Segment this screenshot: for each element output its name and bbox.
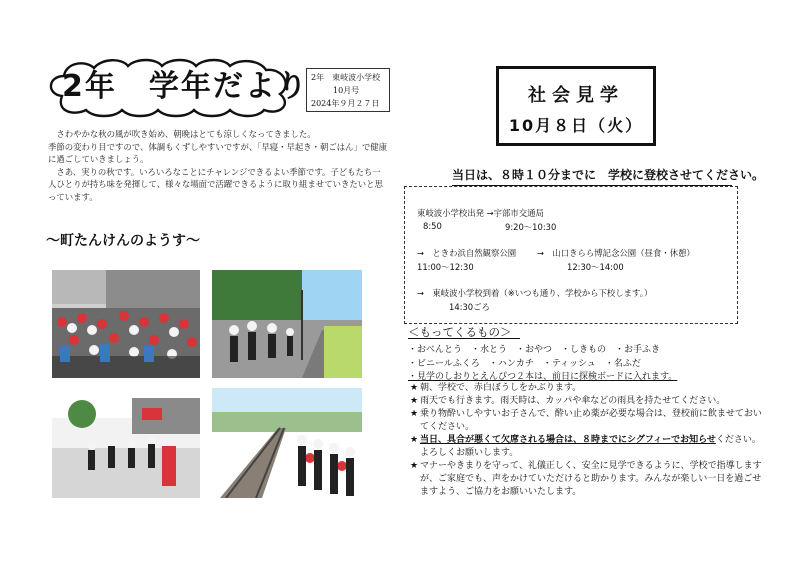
note-item [410,460,762,498]
schedule-box [404,186,738,324]
note-text: 朝、学校で、赤白ぼうしをかぶります。 [420,383,582,393]
note-item [410,395,762,408]
star-icon: ★ [410,435,419,445]
info-date: 2024年９月２７日 [311,99,380,108]
note-text-rest: ください。よろしくお願いします。 [420,435,761,458]
schedule-time: 12:30～14:00 [567,262,624,272]
intro-paragraph: 季節の変わり目ですので、体調もくずしやすいですが、「早寝・早起き・朝ごはん」で健康に過ごしていきましょう。 [48,141,388,165]
star-icon: ★ [410,396,419,406]
issue-info-box [306,68,390,112]
arrival-notice: 当日は、８時１０分までに 学校に登校させてください。 [452,166,732,186]
schedule-line: → 山口きらら博記念公園（昼食・休憩） [537,248,695,258]
note-text: 乗り物酔いしやすいお子さんで、酔い止め薬が必要な場合は、登校前に飲ませておいてください。 [420,409,762,432]
note-text: 雨天でも行きます。雨天時は、カッパや傘などの雨具を持たせてください。 [420,396,726,406]
schedule-time: 14:30ごろ [449,302,490,312]
photo-walking-road [212,270,362,378]
schedule-line: 東岐波小学校出発 →宇部市交通局 [417,208,544,218]
intro-paragraph: さあ、実りの秋です。いろいろなことにチャレンジできるよい季節です。子どもたち一人ひとりが持ち味を発揮して、様々な場面で活躍できるように取り組ませていきたいと思っています。 [48,166,383,202]
note-item [410,408,762,434]
schedule-line: → ときわ浜自然観察公園 [417,248,517,258]
items-heading-underline [408,338,520,339]
event-title: 社会見学 [528,85,624,106]
event-date: 10月８日（火） [508,116,644,135]
note-item [410,382,762,395]
star-icon: ★ [410,383,419,393]
schedule-line: → 東岐波小学校到着（※いつも通り、学校から下校します。） [417,288,653,298]
info-issue: 10月号 [333,86,360,95]
absence-notice: 当日、具合が悪くて欠席される場合は、８時までにシグフィーでお知らせ [420,435,716,445]
newsletter-title: 2年 学年だより [62,69,309,104]
items-row: ・見学のしおりとえんぴつ２本は、前日に探検ボードに入れます。 [408,372,678,382]
intro-text [48,128,388,204]
section-heading: ～町たんけんのようす～ [46,233,200,249]
schedule-time: 8:50 [423,221,442,231]
photo-railway [212,388,362,498]
photo-town-street [52,388,200,498]
photo-crowd-station [52,270,200,378]
items-row: ・おべんとう ・水とう ・おやつ ・しきもの ・お手ふき [408,345,661,355]
note-text: マナーやきまりを守って、礼儀正しく、安全に見学できるように、学校で指導しますが、ご家庭でも、声をかけていただけると助かります。みんなが楽しい一日を過ごせますよう、ご協力をお願いいたします。 [420,461,762,497]
items-row: ・ビニールふくろ ・ハンカチ ・ティッシュ ・名ふだ [408,359,641,369]
items-heading: ＜もってくるもの＞ [408,325,512,339]
schedule-time: 11:00～12:30 [417,262,474,272]
schedule-time: 9:20～10:30 [505,222,557,232]
note-text [410,434,762,460]
star-icon: ★ [410,409,419,419]
info-school: 2年 東岐波小学校 [311,73,381,82]
intro-paragraph: さわやかな秋の風が吹き始め、朝晩はとても涼しくなってきました。 [56,129,316,139]
note-item [410,434,762,460]
event-title-box [496,66,656,146]
star-icon: ★ [410,461,419,471]
